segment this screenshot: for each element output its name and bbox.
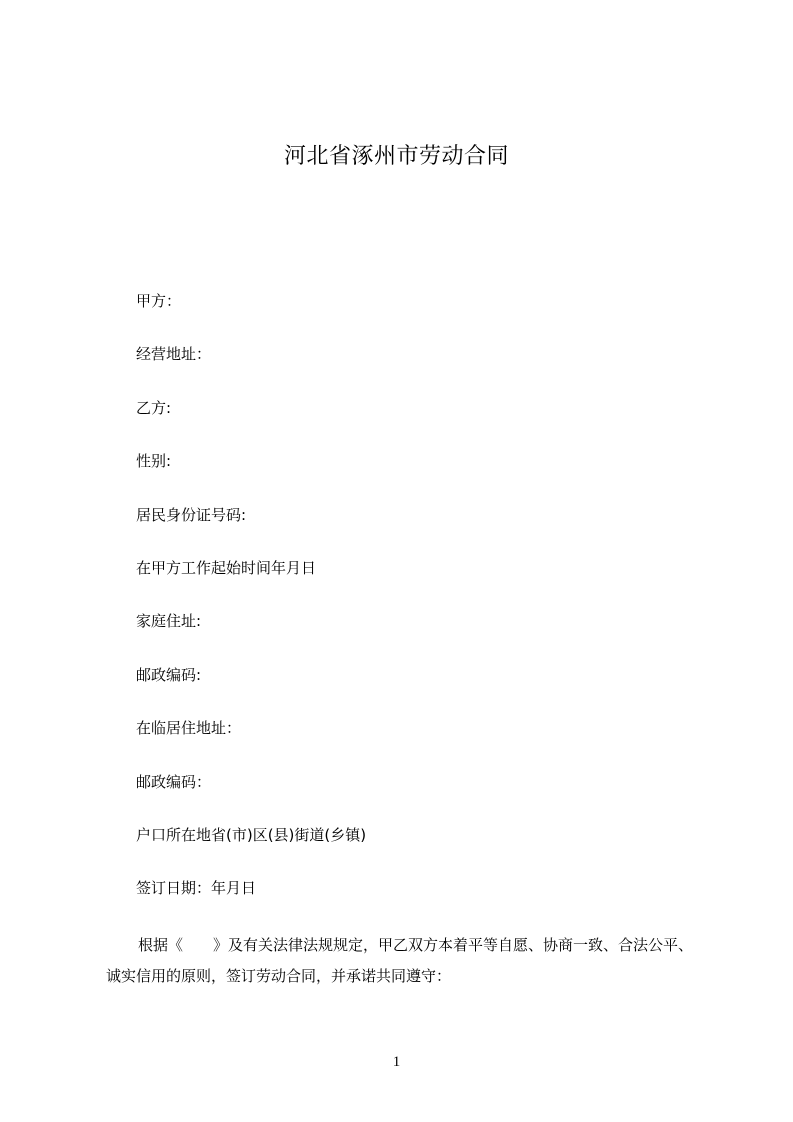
field-start-date: 在甲方工作起始时间年月日 bbox=[136, 558, 317, 577]
document-title: 河北省涿州市劳动合同 bbox=[283, 144, 509, 169]
field-postal-code-2: 邮政编码： bbox=[136, 772, 212, 791]
field-party-a: 甲方： bbox=[136, 292, 182, 310]
field-temporary-address: 在临居住地址： bbox=[136, 719, 242, 738]
party-info-list bbox=[136, 291, 366, 932]
field-id-number: 居民身份证号码: bbox=[136, 505, 247, 524]
field-signing-date: 签订日期：年月日 bbox=[136, 879, 257, 898]
field-postal-code: 邮政编码: bbox=[136, 665, 202, 684]
contract-preamble: 根据《 》及有关法律法规规定，甲乙双方本着平等自愿、协商一致、合法公平、诚实信用的原则，签订劳动合同，并承诺共同遵守： bbox=[106, 936, 694, 985]
page-number: 1 bbox=[392, 1054, 401, 1070]
field-gender: 性别: bbox=[136, 452, 172, 471]
field-party-b: 乙方: bbox=[136, 398, 172, 417]
field-business-address: 经营地址： bbox=[136, 345, 212, 364]
field-home-address: 家庭住址: bbox=[136, 612, 202, 631]
field-household-registration: 户口所在地省(市)区(县)街道(乡镇) bbox=[136, 825, 367, 844]
